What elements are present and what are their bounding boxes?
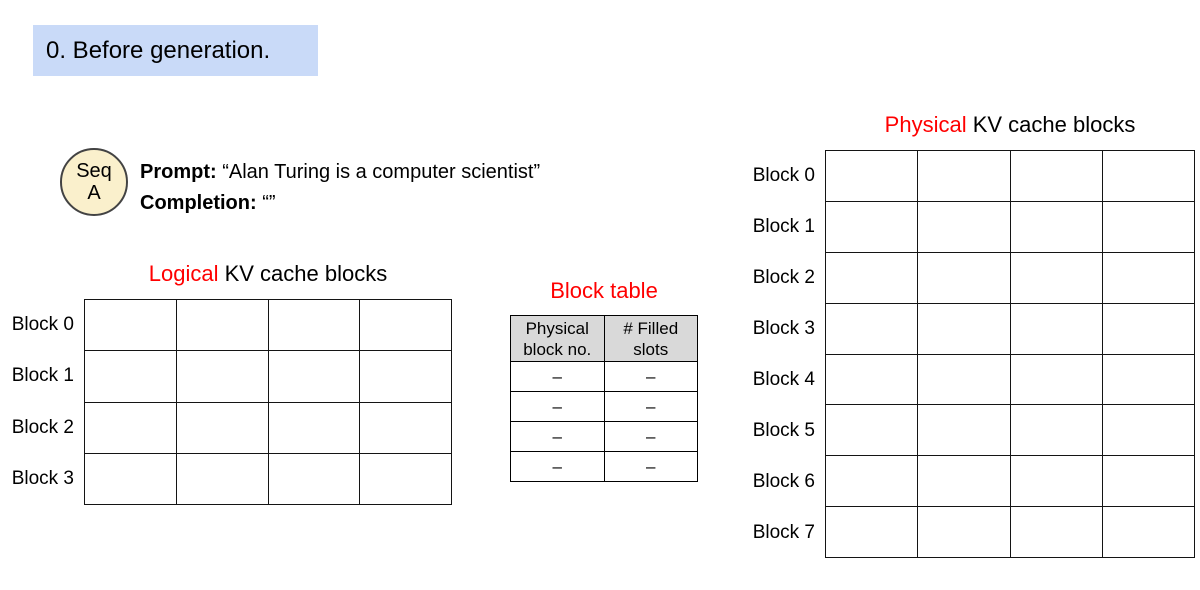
physical-kv-cell [826,253,918,304]
block-table-title: Block table [550,278,658,303]
physical-kv-cell [1011,304,1103,355]
logical-kv-cell [177,300,269,351]
completion-label: Completion: [140,192,257,214]
block-table-cell: – [604,422,698,452]
prompt-value: “Alan Turing is a computer scientist” [222,161,541,183]
seq-badge-line2: A [87,182,101,204]
physical-kv-title-black: KV cache blocks [972,112,1136,137]
physical-kv-cell [1011,507,1103,558]
logical-row-label: Block 1 [11,365,74,387]
physical-kv-cell [918,456,1010,507]
logical-kv-cell [360,351,452,402]
physical-kv-cell [1103,151,1195,202]
logical-kv-cell [269,454,361,505]
seq-badge-line1: Seq [76,160,112,182]
block-table-cell: – [511,422,605,452]
physical-kv-cell [1103,304,1195,355]
block-table-header-row [511,316,698,362]
physical-kv-cell [918,355,1010,406]
physical-kv-cell [826,355,918,406]
physical-row-label: Block 5 [752,419,815,441]
logical-kv-cell [85,403,177,454]
logical-row-labels [0,299,74,505]
block-table-row [511,452,698,482]
physical-kv-cell [826,507,918,558]
seq-a-badge [60,148,128,216]
physical-kv-cell [826,405,918,456]
physical-row-label: Block 0 [752,164,815,186]
block-table-cell: – [604,362,698,392]
logical-kv-cell [177,454,269,505]
physical-kv-cell [1103,456,1195,507]
physical-row-label: Block 2 [752,266,815,288]
physical-kv-cell [1103,355,1195,406]
block-table-cell: – [511,392,605,422]
logical-kv-cell [177,403,269,454]
logical-kv-grid [84,299,452,505]
physical-kv-cell [1011,202,1103,253]
logical-kv-cell [85,454,177,505]
physical-kv-cell [1011,151,1103,202]
physical-row-labels [711,150,815,558]
logical-kv-title [84,261,452,287]
block-table-row [511,362,698,392]
physical-kv-title-red: Physical [884,112,967,137]
block-table-cell: – [511,452,605,482]
block-table-cell: – [604,452,698,482]
prompt-label: Prompt: [140,161,217,183]
physical-kv-cell [826,456,918,507]
step-title-box [33,25,318,76]
physical-row-label: Block 7 [752,521,815,543]
logical-row-label: Block 0 [11,313,74,335]
logical-row-label: Block 3 [11,468,74,490]
physical-row-label: Block 3 [752,317,815,339]
logical-kv-cell [85,300,177,351]
physical-kv-cell [918,405,1010,456]
block-table-row [511,422,698,452]
logical-kv-cell [360,454,452,505]
completion-value: “” [262,192,276,214]
physical-kv-cell [918,151,1010,202]
physical-kv-cell [1011,456,1103,507]
logical-kv-cell [269,300,361,351]
physical-kv-cell [1103,202,1195,253]
block-table-row [511,392,698,422]
physical-row-label: Block 1 [752,215,815,237]
physical-kv-cell [826,304,918,355]
physical-row-label: Block 4 [752,368,815,390]
sequence-text [140,157,540,219]
block-table-cell: – [511,362,605,392]
block-table-cell: – [604,392,698,422]
physical-kv-cell [1103,507,1195,558]
physical-kv-cell [918,507,1010,558]
logical-kv-title-black: KV cache blocks [224,261,388,286]
block-table-header-cell: Physical block no. [511,316,605,362]
logical-kv-cell [269,403,361,454]
logical-kv-cell [269,351,361,402]
logical-kv-cell [360,300,452,351]
logical-kv-cell [177,351,269,402]
physical-row-label: Block 6 [752,470,815,492]
physical-kv-cell [826,202,918,253]
physical-kv-cell [918,253,1010,304]
step-title: 0. Before generation. [46,36,271,64]
physical-kv-cell [1011,405,1103,456]
physical-kv-cell [918,304,1010,355]
logical-kv-title-red: Logical [148,261,219,286]
physical-kv-grid [825,150,1195,558]
physical-kv-cell [918,202,1010,253]
physical-kv-cell [1103,253,1195,304]
block-table [510,315,698,482]
physical-kv-cell [1011,355,1103,406]
logical-row-label: Block 2 [11,416,74,438]
logical-kv-cell [85,351,177,402]
physical-kv-cell [1103,405,1195,456]
logical-kv-cell [360,403,452,454]
physical-kv-title [825,112,1195,138]
block-table-header-cell: # Filled slots [604,316,698,362]
physical-kv-cell [1011,253,1103,304]
completion-line [140,188,540,219]
prompt-line [140,157,540,188]
physical-kv-cell [826,151,918,202]
